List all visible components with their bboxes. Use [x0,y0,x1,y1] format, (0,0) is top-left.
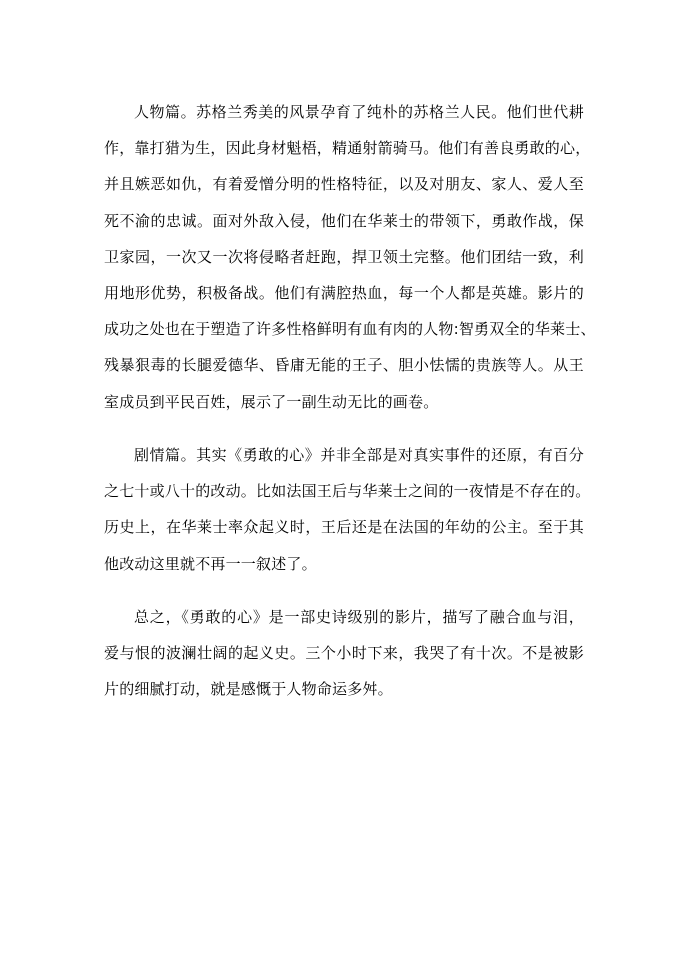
paragraph-line: 作，靠打猎为生，因此身材魁梧，精通射箭骑马。他们有善良勇敢的心， [104,139,591,158]
paragraph-line: 卫家园，一次又一次将侵略者赶跑，捍卫领土完整。他们团结一致，利 [104,247,584,266]
paragraph-line: 他改动这里就不再一一叙述了。 [104,554,317,573]
paragraph-line: 剧情篇。其实《勇敢的心》并非全部是对真实事件的还原，有百分 [134,446,584,464]
paragraph-line: 爱与恨的波澜壮阔的起义史。三个小时下来，我哭了有十次。不是被影 [104,644,584,663]
paragraph-line: 之七十或八十的改动。比如法国王后与华莱士之间的一夜情是不存在的。 [104,482,591,501]
paragraph-line: 并且嫉恶如仇，有着爱憎分明的性格特征，以及对朋友、家人、爱人至 [104,175,584,194]
paragraph-plot [104,437,591,582]
paragraph-line: 室成员到平民百姓，展示了一副生动无比的画卷。 [104,392,439,411]
paragraph-line: 总之，《勇敢的心》是一部史诗级别的影片，描写了融合血与泪， [134,608,584,626]
paragraph-line: 成功之处也在于塑造了许多性格鲜明有血有肉的人物:智勇双全的华莱士、 [104,320,596,339]
paragraph-line: 死不渝的忠诚。面对外敌入侵，他们在华莱士的带领下，勇敢作战，保 [104,211,584,230]
paragraph-line: 用地形优势，积极备战。他们有满腔热血，每一个人都是英雄。影片的 [104,283,584,302]
paragraph-summary [104,599,584,708]
paragraph-line: 片的细腻打动，就是感慨于人物命运多舛。 [104,680,393,699]
paragraph-line: 历史上，在华莱士率众起义时，王后还是在法国的年幼的公主。至于其 [104,518,584,537]
paragraph-line: 残暴狠毒的长腿爱德华、昏庸无能的王子、胆小怯懦的贵族等人。从王 [104,356,584,375]
paragraph-line: 人物篇。苏格兰秀美的风景孕育了纯朴的苏格兰人民。他们世代耕 [134,103,584,121]
paragraph-characters [104,94,596,420]
